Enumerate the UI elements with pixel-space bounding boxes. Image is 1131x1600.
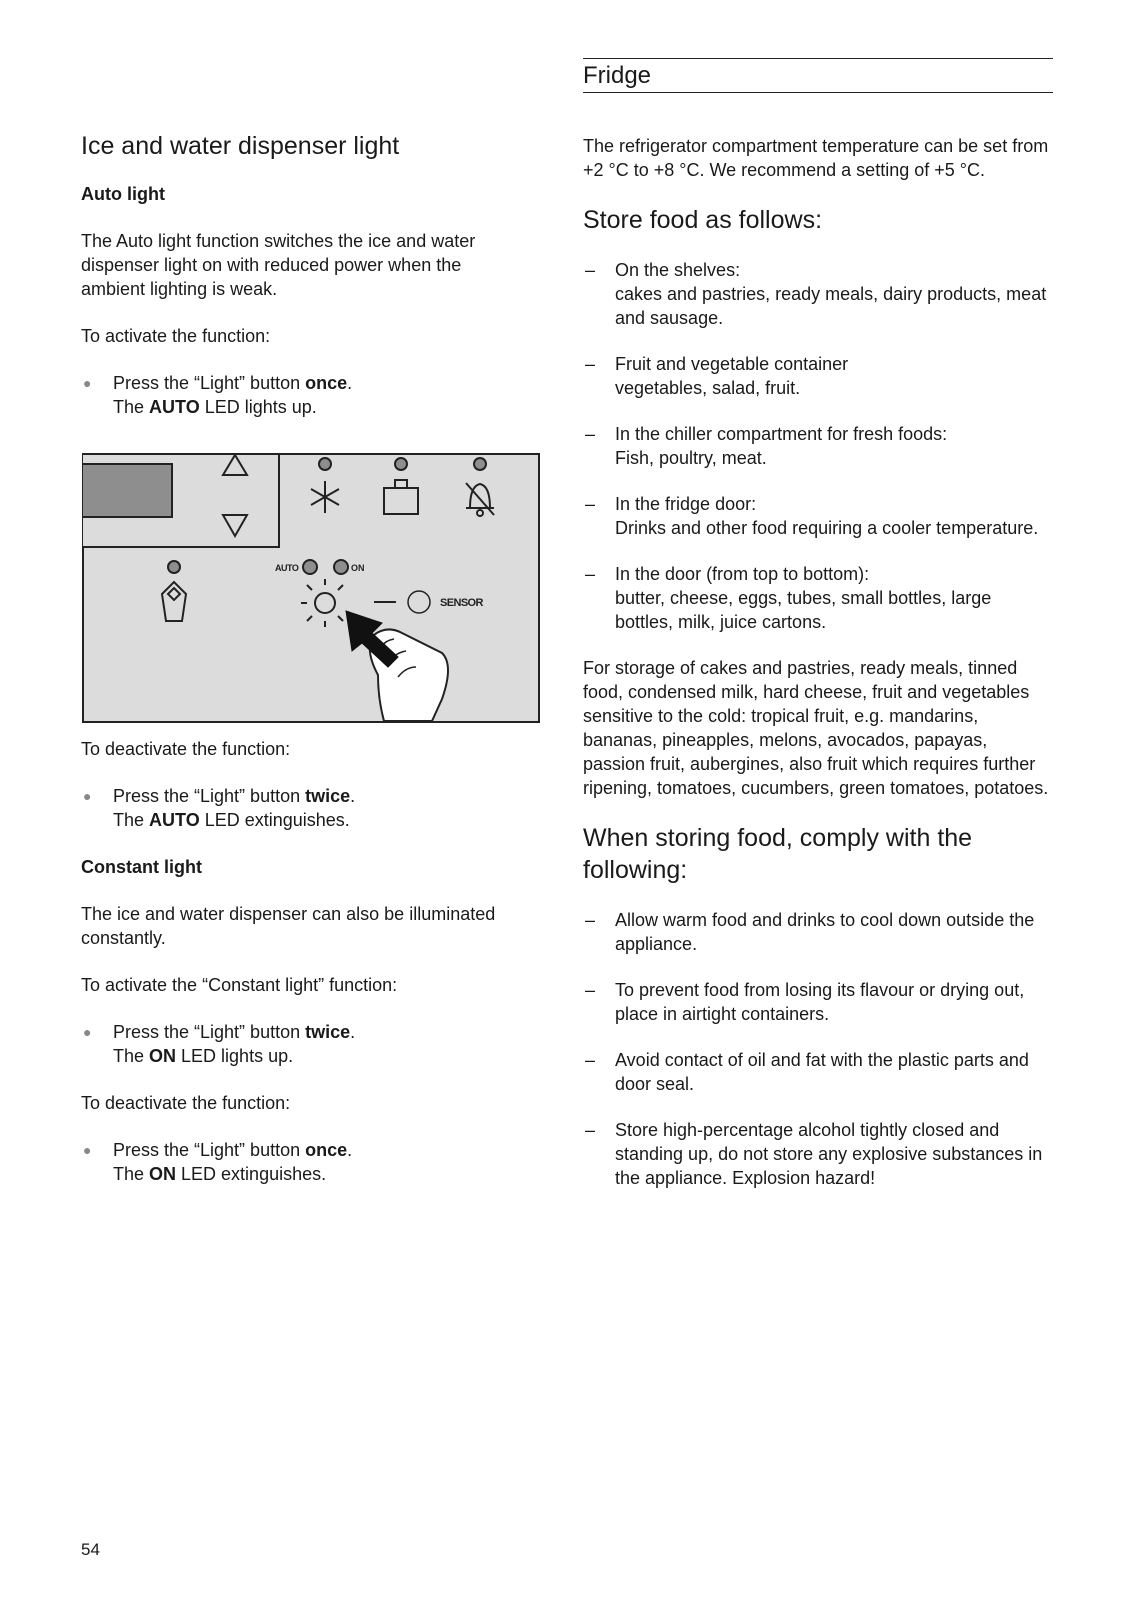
- led-holiday: [395, 458, 407, 470]
- store-item-body: cakes and pastries, ready meals, dairy products, meat and sausage.: [615, 284, 1047, 328]
- led-auto: [303, 560, 317, 574]
- comply-list: [583, 908, 1053, 1190]
- page-header: [583, 58, 1053, 93]
- auto-light-description: The Auto light function switches the ice and water dispenser light on with reduced power when the ambient lighting is weak.: [81, 231, 476, 299]
- auto-deactivate-intro: To deactivate the function:: [81, 739, 291, 759]
- section-title-comply: When storing food, comply with the following:: [583, 824, 973, 884]
- section-title-dispenser-light: Ice and water dispenser light: [81, 132, 400, 160]
- comply-item-text: Avoid contact of oil and fat with the plastic parts and door seal.: [615, 1050, 1029, 1094]
- comply-list-item: [583, 908, 1053, 956]
- dash-icon: –: [585, 424, 596, 444]
- led-super-cool: [319, 458, 331, 470]
- on-led-label: ON: [351, 563, 365, 573]
- bullet-icon: ●: [83, 1142, 92, 1158]
- comply-item-text: Store high-percentage alcohol tightly closed and standing up, do not store any explosive substances in the appliance. Explosion hazard!: [615, 1120, 1043, 1188]
- store-item-title: In the fridge door:: [615, 494, 757, 514]
- store-list-item: [583, 492, 1053, 540]
- dash-icon: –: [585, 354, 596, 374]
- constant-light-description: The ice and water dispenser can also be illuminated constantly.: [81, 904, 496, 948]
- constant-deactivate-intro: To deactivate the function:: [81, 1093, 291, 1113]
- comply-list-item: [583, 1048, 1053, 1096]
- section-title-store-food: Store food as follows:: [583, 206, 823, 234]
- store-item-title: In the chiller compartment for fresh foods:: [615, 424, 948, 444]
- dash-icon: –: [585, 494, 596, 514]
- storage-note: For storage of cakes and pastries, ready meals, tinned food, condensed milk, hard cheese, fruit and vegetables sensitive to the cold: tropical fruit, e.g. mandarins, bananas, pineapples, melons, avocados, papayas, passion fruit, aubergines, also fruit which requires further ripening, tomatoes, cucumbers, green tomatoes, potatoes.: [583, 658, 1049, 798]
- bullet-icon: ●: [83, 375, 92, 391]
- store-item-body: butter, cheese, eggs, tubes, small bottles, large bottles, milk, juice cartons.: [615, 588, 992, 632]
- header-title: Fridge: [583, 62, 652, 89]
- dash-icon: –: [585, 564, 596, 584]
- dash-icon: –: [585, 980, 596, 1000]
- left-column: [81, 130, 521, 419]
- subheading-auto-light: Auto light: [81, 184, 165, 204]
- store-list-item: [583, 422, 1053, 470]
- led-on: [334, 560, 348, 574]
- store-item-body: vegetables, salad, fruit.: [615, 378, 801, 398]
- store-list-item: [583, 352, 1053, 400]
- display-icon: [82, 464, 172, 517]
- bullet-icon: ●: [83, 1024, 92, 1040]
- left-column-lower: [81, 737, 521, 1186]
- bullet-icon: ●: [83, 788, 92, 804]
- store-list-item: [583, 562, 1053, 634]
- right-column: [583, 58, 1053, 1212]
- auto-activate-step: ● Press the “Light” button once. The AUTO LED lights up.: [83, 373, 353, 417]
- led-alarm: [474, 458, 486, 470]
- led-dispenser: [168, 561, 180, 573]
- subheading-constant-light: Constant light: [81, 857, 202, 877]
- control-panel-illustration: [82, 453, 542, 723]
- store-item-body: Fish, poultry, meat.: [615, 448, 767, 468]
- dash-icon: –: [585, 1050, 596, 1070]
- dash-icon: –: [585, 260, 596, 280]
- dash-icon: –: [585, 1120, 596, 1140]
- comply-list-item: [583, 1118, 1053, 1190]
- page-number: 54: [81, 1540, 100, 1559]
- constant-deactivate-step: ● Press the “Light” button once. The ON LED extinguishes.: [83, 1140, 353, 1184]
- fridge-intro: The refrigerator compartment temperature can be set from +2 °C to +8 °C. We recommend a setting of +5 °C.: [583, 136, 1049, 180]
- store-item-title: Fruit and vegetable container: [615, 354, 849, 374]
- store-food-list: [583, 258, 1053, 634]
- store-list-item: [583, 258, 1053, 330]
- comply-list-item: [583, 978, 1053, 1026]
- sensor-label: SENSOR: [440, 597, 483, 609]
- comply-item-text: To prevent food from losing its flavour or drying out, place in airtight containers.: [615, 980, 1025, 1024]
- auto-led-label: AUTO: [275, 563, 299, 573]
- constant-activate-intro: To activate the “Constant light” function:: [81, 975, 398, 995]
- store-item-title: On the shelves:: [615, 260, 741, 280]
- constant-activate-step: ● Press the “Light” button twice. The ON LED lights up.: [83, 1022, 356, 1066]
- auto-activate-intro: To activate the function:: [81, 326, 271, 346]
- control-panel-svg: [82, 453, 542, 723]
- store-item-title: In the door (from top to bottom):: [615, 564, 870, 584]
- auto-deactivate-step: ● Press the “Light” button twice. The AUTO LED extinguishes.: [83, 786, 356, 830]
- dash-icon: –: [585, 910, 596, 930]
- store-item-body: Drinks and other food requiring a cooler temperature.: [615, 518, 1039, 538]
- comply-item-text: Allow warm food and drinks to cool down outside the appliance.: [615, 910, 1035, 954]
